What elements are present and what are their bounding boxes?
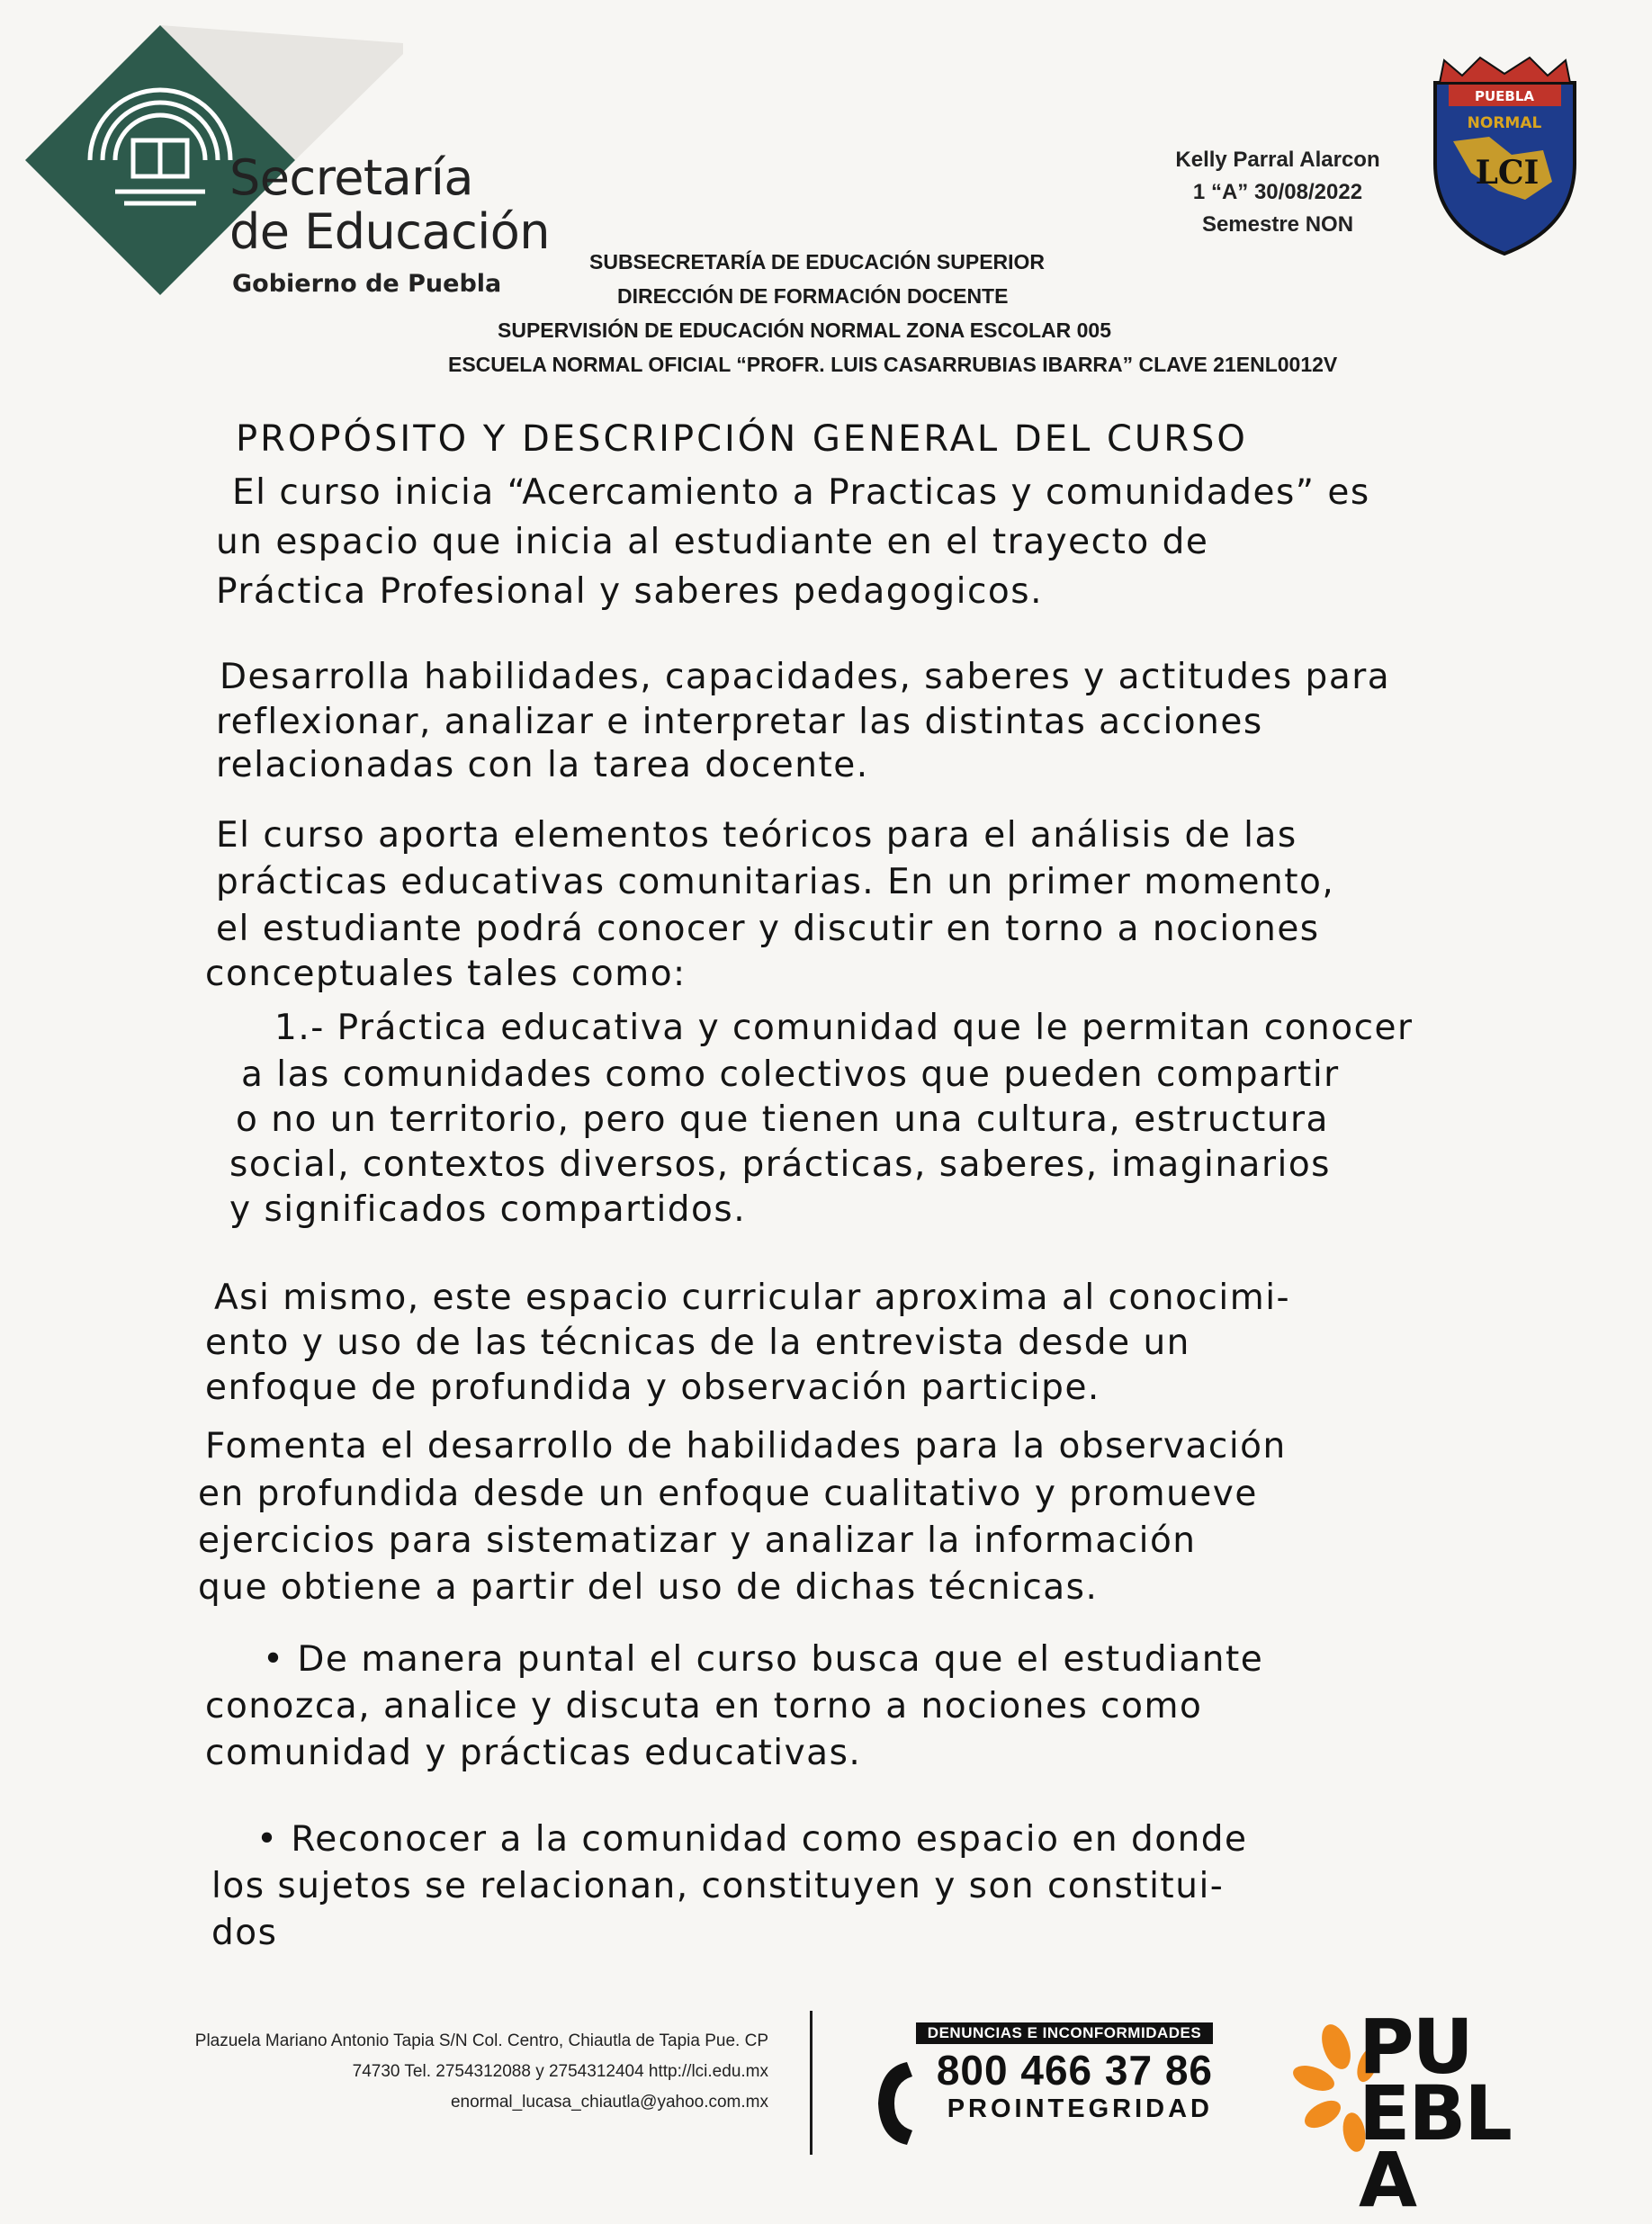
text-line-18: enfoque de profundida y observación participe. [205, 1368, 1100, 1408]
text-line-20: en profundida desde un enfoque cualitativo y promueve [198, 1474, 1258, 1514]
text-line-3: Práctica Profesional y saberes pedagogicos. [216, 571, 1043, 612]
school-address [195, 2026, 768, 2118]
text-line-28: dos [211, 1913, 278, 1953]
text-line-1: El curso inicia “Acercamiento a Practicas y comunidades” es [232, 472, 1370, 513]
text-line-13: o no un territorio, pero que tienen una cultura, estructura [236, 1099, 1329, 1140]
institution-line-1: SUBSECRETARÍA DE EDUCACIÓN SUPERIOR [589, 250, 1046, 274]
student-semester: Semestre NON [1201, 212, 1354, 237]
text-line-21: ejercicios para sistematizar y analizar la información [198, 1520, 1197, 1561]
crest-word-2: NORMAL [1467, 114, 1542, 132]
sep-wordmark [229, 151, 550, 259]
sep-title-line1: Secretaría [229, 149, 473, 206]
text-line-23: • De manera puntal el curso busca que el estudiante [263, 1639, 1264, 1680]
crest-word-1: PUEBLA [1474, 88, 1535, 104]
hotline-block [916, 2022, 1213, 2124]
puebla-wordmark: PUEBLA [1359, 2003, 1511, 2224]
text-line-27: los sujetos se relacionan, constituyen y son constitui- [211, 1866, 1225, 1906]
student-group-date: 1 “A” 30/08/2022 [1192, 180, 1363, 204]
address-line-2: 74730 Tel. 2754312088 y 2754312404 http://lci.edu.mx [352, 2062, 768, 2081]
text-line-7: El curso aporta elementos teóricos para el análisis de las [216, 815, 1297, 856]
text-line-11: 1.- Práctica educativa y comunidad que le permitan conocer [274, 1008, 1414, 1048]
hotline-number: 800 466 37 86 [936, 2047, 1213, 2094]
student-info [1098, 144, 1458, 241]
government-label: Gobierno de Puebla [232, 270, 502, 298]
address-line-1: Plazuela Mariano Antonio Tapia S/N Col. Centro, Chiautla de Tapia Pue. CP [194, 2031, 768, 2050]
text-line-25: comunidad y prácticas educativas. [205, 1733, 862, 1773]
hotline-label: DENUNCIAS E INCONFORMIDADES [916, 2022, 1213, 2044]
student-name: Kelly Parral Alarcon [1175, 148, 1380, 172]
text-line-19: Fomenta el desarrollo de habilidades para la observación [205, 1426, 1287, 1466]
text-line-24: conozca, analice y discuta en torno a nociones como [205, 1686, 1203, 1726]
text-line-15: y significados compartidos. [229, 1189, 747, 1230]
institution-line-2: DIRECCIÓN DE FORMACIÓN DOCENTE [617, 284, 1009, 308]
text-line-26: • Reconocer a la comunidad como espacio en donde [256, 1819, 1248, 1860]
sep-title-line2: de Educación [229, 203, 551, 260]
school-crest-logo [1426, 56, 1584, 258]
text-line-14: social, contextos diversos, prácticas, saberes, imaginarios [229, 1144, 1331, 1185]
text-line-9: el estudiante podrá conocer y discutir en torno a nociones [216, 909, 1320, 949]
footer-divider [810, 2011, 813, 2155]
institution-line-3: SUPERVISIÓN DE EDUCACIÓN NORMAL ZONA ESCOLAR 005 [498, 318, 1112, 342]
phone-icon [871, 2058, 918, 2148]
text-line-4: Desarrolla habilidades, capacidades, saberes y actitudes para [220, 657, 1391, 697]
text-line-8: prácticas educativas comunitarias. En un primer momento, [216, 862, 1335, 902]
text-line-17: ento y uso de las técnicas de la entrevista desde un [205, 1323, 1190, 1363]
institution-line-4: ESCUELA NORMAL OFICIAL “PROFR. LUIS CASARRUBIAS IBARRA” CLAVE 21ENL0012V [448, 353, 1338, 376]
text-line-6: relacionadas con la tarea docente. [216, 745, 869, 785]
text-line-5: reflexionar, analizar e interpretar las distintas acciones [216, 702, 1263, 742]
text-line-10: conceptuales tales como: [205, 954, 687, 994]
document-title: PROPÓSITO Y DESCRIPCIÓN GENERAL DEL CURSO [236, 418, 1248, 460]
crest-word-3: LCI [1475, 154, 1540, 192]
text-line-22: que obtiene a partir del uso de dichas técnicas. [198, 1567, 1099, 1608]
text-line-16: Asi mismo, este espacio curricular aproxima al conocimi- [214, 1278, 1291, 1318]
text-line-2: un espacio que inicia al estudiante en el trayecto de [216, 522, 1209, 562]
address-line-3: enormal_lucasa_chiautla@yahoo.com.mx [450, 2093, 768, 2112]
text-line-12: a las comunidades como colectivos que pueden compartir [241, 1054, 1340, 1095]
hotline-brand: PROINTEGRIDAD [947, 2094, 1213, 2123]
